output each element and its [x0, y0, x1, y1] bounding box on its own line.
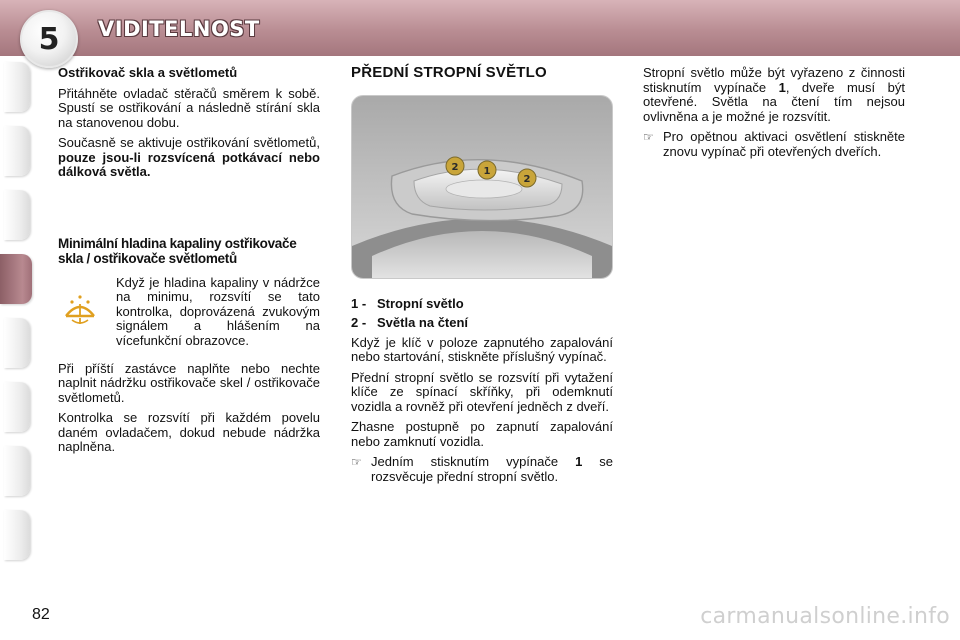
fluid-paragraph-refill: Při příští zastávce naplňte nebo nechte naplnit nádržku ostřikovače skel / ostřikovače světlometů.	[58, 360, 320, 405]
fluid-warning-text: Když je hladina kapaliny v nádržce na minimu, rozsvítí se tato kontrolka, doprovázená zvukovým signálem a hlášením na vícefunkční obrazovce.	[116, 274, 320, 348]
column-right	[643, 66, 905, 165]
chapter-tab-2[interactable]	[4, 126, 30, 176]
chapter-tab-6[interactable]	[4, 318, 30, 368]
disable-paragraph-pre: Stropní světlo může být vyřazeno z činnosti stisknutím vypínače	[643, 65, 905, 95]
disable-paragraph	[643, 66, 905, 124]
column-left	[58, 66, 320, 461]
column-middle	[351, 66, 613, 490]
legend-label: Světla na čtení	[377, 315, 469, 330]
courtesy-paragraph-2: Přední stropní světlo se rozsvítí při vytažení klíče ze spínací skříňky, při odemknutí vozidla a rovněž při otevření jedněch z dveří.	[351, 369, 613, 414]
washer-paragraph-1: Přitáhněte ovladač stěračů směrem k sobě. Spustí se ostřikování a následně stírání skla na stanovenou dobu.	[58, 85, 320, 130]
heading-fluid-level: Minimální hladina kapaliny ostřikovače skla / ostřikovače světlometů	[58, 235, 297, 266]
washer-paragraph-2-bold: pouze jsou-li rozsvícená potkávací nebo dálková světla.	[58, 149, 320, 179]
courtesy-bullet-post: se rozsvěcuje přední stropní světlo.	[371, 454, 614, 484]
reactivate-bullet	[643, 130, 905, 159]
photo-label-center: 1	[483, 165, 491, 177]
chapter-number: 5	[38, 21, 60, 57]
chapter-tab-9[interactable]	[4, 510, 30, 560]
chapter-tab-1[interactable]	[4, 62, 30, 112]
chapter-tab-8[interactable]	[4, 446, 30, 496]
chapter-number-badge	[20, 10, 78, 68]
washer-fluid-warning-icon	[60, 290, 100, 330]
section-title-front-courtesy-light: PŘEDNÍ STROPNÍ SVĚTLO	[351, 64, 547, 81]
photo-label-left: 2	[451, 161, 459, 173]
chapter-tab-5-active[interactable]	[0, 254, 32, 304]
watermark: carmanualsonline.info	[700, 604, 950, 629]
washer-paragraph-2	[58, 136, 320, 180]
reactivate-bullet-text: Pro opětnou aktivaci osvětlení stiskněte znovu vypínač při otevřených dveřích.	[663, 129, 905, 159]
fluid-warning-block	[58, 276, 320, 356]
courtesy-light-illustration	[352, 96, 612, 278]
courtesy-bullet	[351, 455, 613, 484]
courtesy-bullet-bold: 1	[575, 454, 583, 469]
legend-number: 1 -	[351, 295, 367, 311]
legend-label: Stropní světlo	[377, 295, 464, 311]
courtesy-paragraph-3: Zhasne postupně po zapnutí zapalování nebo zamknutí vozidla.	[351, 419, 613, 449]
legend-item-1	[351, 297, 613, 312]
hand-pointer-icon: ☞	[643, 130, 654, 144]
disable-paragraph-bold: 1	[778, 79, 786, 95]
chapter-tab-strip	[0, 62, 34, 578]
legend-number: 2 -	[351, 315, 367, 330]
washer-paragraph-2-text: Současně se aktivuje ostřikování světlometů,	[58, 135, 320, 150]
courtesy-bullet-pre: Jedním stisknutím vypínače	[371, 454, 576, 469]
chapter-tab-3[interactable]	[4, 190, 30, 240]
chapter-tab-7[interactable]	[4, 382, 30, 432]
legend-item-2	[351, 316, 613, 331]
courtesy-paragraph-1: Když je klíč v poloze zapnutého zapalování nebo startování, stiskněte příslušný vypínač.	[351, 334, 613, 364]
page-number: 82	[32, 606, 50, 623]
photo-label-right: 2	[523, 173, 531, 185]
disable-paragraph-post: , dveře musí být otevřené. Světla na čtení tím nejsou ovlivněna a je možné je rozsvítit.	[643, 79, 905, 124]
chapter-title: VIDITELNOST	[98, 17, 260, 41]
heading-washer: Ostřikovač skla a světlometů	[58, 65, 238, 80]
courtesy-light-photo	[351, 95, 613, 279]
hand-pointer-icon: ☞	[351, 455, 362, 469]
fluid-paragraph-indicator: Kontrolka se rozsvítí při každém povelu daném ovladačem, dokud nebude nádržka naplněna.	[58, 410, 320, 454]
